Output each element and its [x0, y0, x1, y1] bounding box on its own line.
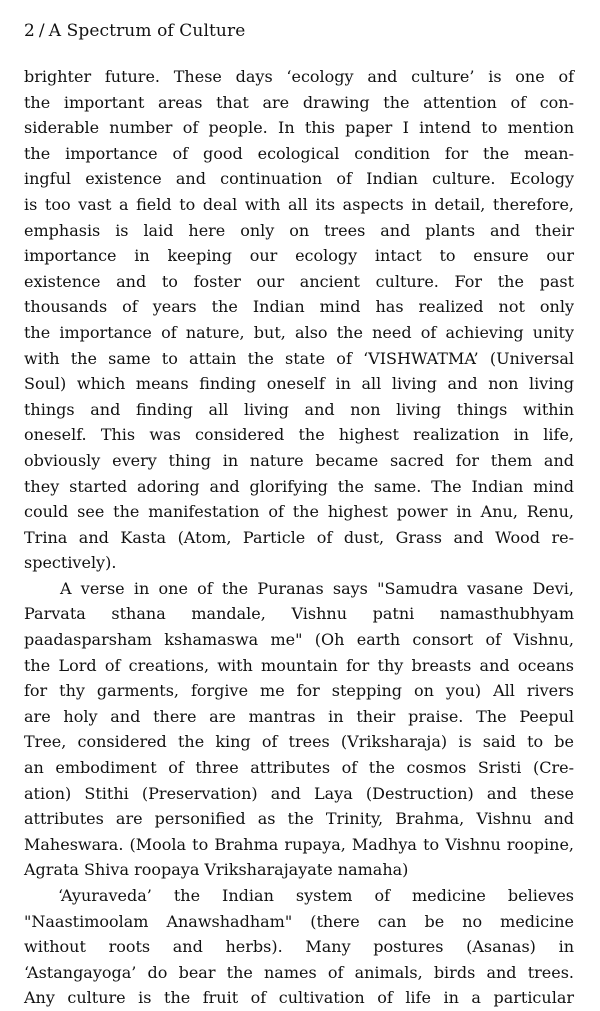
text-line: could see the manifestation of the highest power in Anu, Renu,: [24, 502, 574, 522]
text-line: existence and to foster our ancient culture. For the past: [24, 271, 574, 291]
text-line: ingful existence and continuation of Indian culture. Ecology: [24, 169, 574, 189]
text-line: the important areas that are drawing the attention of con-: [24, 92, 574, 112]
text-line: the Lord of creations, with mountain for thy breasts and oceans: [24, 655, 574, 675]
book-title: A Spectrum of Culture: [48, 21, 246, 41]
text-line: without roots and herbs). Many postures (Asanas) in: [24, 937, 574, 957]
text-line: Agrata Shiva roopaya Vriksharajayate namaha): [24, 860, 409, 880]
text-line: siderable number of people. In this paper I intend to mention: [24, 118, 574, 138]
running-header: [24, 20, 245, 42]
text-line: with the same to attain the state of ‘VISHWATMA’ (Universal: [24, 348, 574, 368]
text-line: attributes are personified as the Trinity, Brahma, Vishnu and: [24, 809, 574, 829]
text-line: Parvata sthana mandale, Vishnu patni namasthubhyam: [24, 604, 574, 624]
text-line: they started adoring and glorifying the same. The Indian mind: [24, 476, 574, 496]
text-line: ‘Ayuraveda’ the Indian system of medicine believes: [58, 886, 574, 905]
header-separator: /: [38, 21, 45, 41]
text-line: are holy and there are mantras in their praise. The Peepul: [24, 706, 574, 726]
text-line: Soul) which means finding oneself in all living and non living: [24, 374, 574, 394]
text-line: obviously every thing in nature became sacred for them and: [24, 450, 574, 470]
text-line: thousands of years the Indian mind has realized not only: [24, 297, 574, 317]
text-line: A verse in one of the Puranas says "Samudra vasane Devi,: [60, 578, 574, 598]
text-line: ‘Astangayoga’ do bear the names of animals, birds and trees.: [24, 962, 574, 982]
text-line: ation) Stithi (Preservation) and Laya (Destruction) and these: [24, 783, 574, 803]
text-line: for thy garments, forgive me for stepping on you) All rivers: [24, 681, 574, 701]
text-line: Trina and Kasta (Atom, Particle of dust, Grass and Wood re-: [24, 527, 574, 547]
text-line: the importance of nature, but, also the need of achieving unity: [24, 322, 574, 342]
text-line: brighter future. These days ‘ecology and culture’ is one of: [24, 67, 574, 86]
text-line: emphasis is laid here only on trees and plants and their: [24, 220, 574, 240]
text-line: Tree, considered the king of trees (Vriksharaja) is said to be: [24, 732, 574, 752]
body-text: [24, 64, 574, 1011]
page-number: 2: [24, 21, 35, 41]
text-line: paadasparsham kshamaswa me" (Oh earth consort of Vishnu,: [24, 630, 574, 650]
text-line: oneself. This was considered the highest realization in life,: [24, 425, 574, 445]
text-line: spectively).: [24, 553, 117, 573]
text-line: is too vast a field to deal with all its aspects in detail, therefore,: [24, 194, 574, 214]
text-line: Any culture is the fruit of cultivation of life in a particular: [24, 988, 574, 1008]
text-line: "Naastimoolam Anawshadham" (there can be no medicine: [24, 911, 574, 931]
text-line: an embodiment of three attributes of the cosmos Sristi (Cre-: [24, 758, 574, 778]
text-line: importance in keeping our ecology intact to ensure our: [24, 246, 574, 266]
text-line: things and finding all living and non living things within: [24, 399, 574, 419]
text-line: Maheswara. (Moola to Brahma rupaya, Madhya to Vishnu roopine,: [24, 834, 574, 854]
text-line: the importance of good ecological condition for the mean-: [24, 143, 574, 163]
